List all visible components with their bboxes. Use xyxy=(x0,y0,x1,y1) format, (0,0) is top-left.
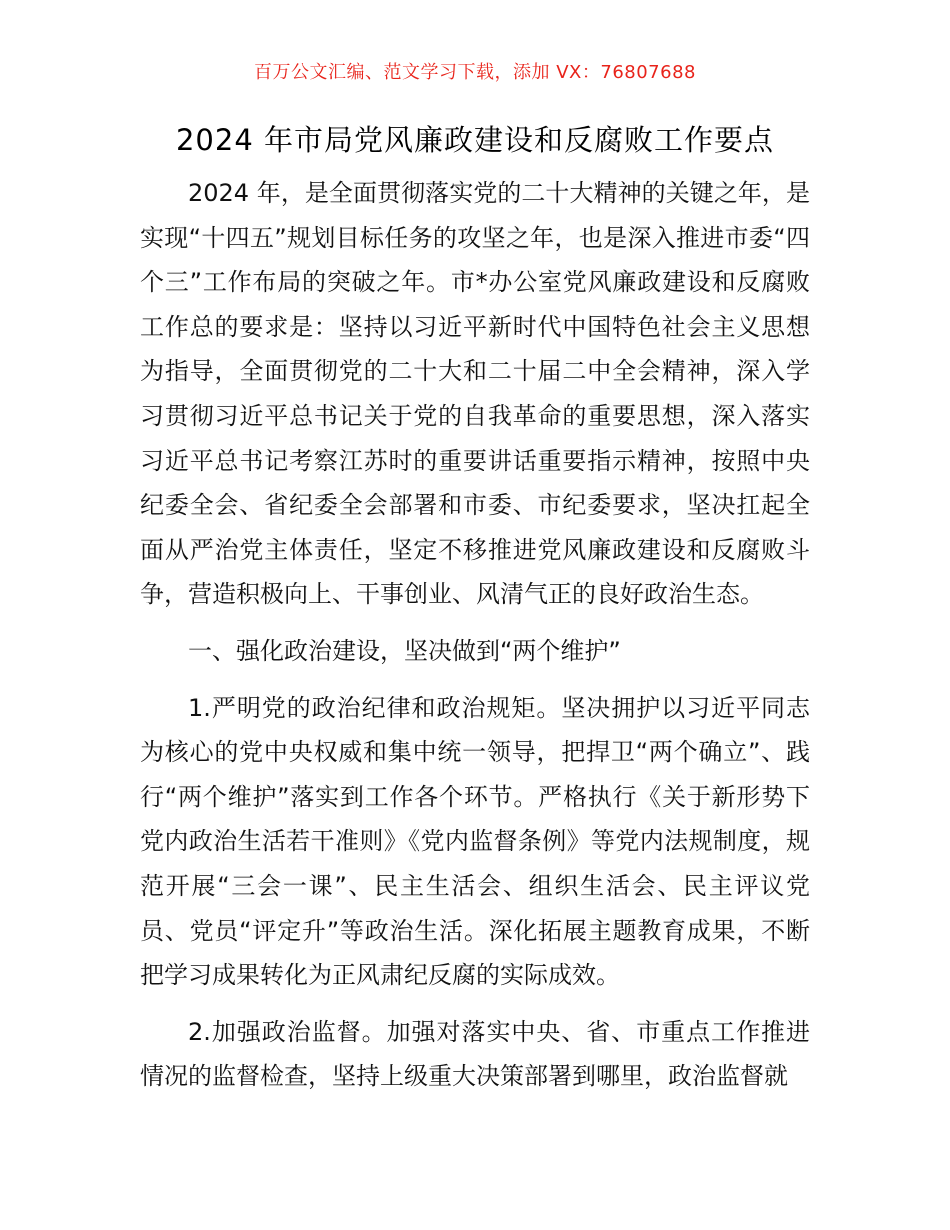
section-heading: 一、强化政治建设，坚决做到“两个维护” xyxy=(188,636,621,665)
header-note: 百万公文汇编、范文学习下载，添加 VX：76807688 xyxy=(254,62,696,83)
page-title: 2024 年市局党风廉政建设和反腐败工作要点 xyxy=(175,123,775,157)
paragraph-item-2: 2.加强政治监督。加强对落实中央、省、市重点工作推进情况的监督检查，坚持上级重大决策部署到哪里，政治监督就 xyxy=(140,1017,810,1091)
paragraph-item-1: 1.严明党的政治纪律和政治规矩。坚决拥护以习近平同志为核心的党中央权威和集中统一领导，把捍卫“两个确立”、践行“两个维护”落实到工作各个环节。严格执行《关于新形势下党内政治生活若干准则》《党内监督条例》等党内法规制度，规范开展“三会一课”、民主生活会、组织生活会、民主评议党员、党员“评定升”等政治生活。深化拓展主题教育成果，不断把学习成果转化为正风肃纪反腐的实际成效。 xyxy=(140,693,810,990)
paragraph-intro: 2024 年，是全面贯彻落实党的二十大精神的关键之年，是实现“十四五”规划目标任务的攻坚之年，也是深入推进市委“四个三”工作布局的突破之年。市*办公室党风廉政建设和反腐败工作总的要求是：坚持以习近平新时代中国特色社会主义思想为指导，全面贯彻党的二十大和二十届二中全会精神，深入学习贯彻习近平总书记关于党的自我革命的重要思想，深入落实习近平总书记考察江苏时的重要讲话重要指示精神，按照中央纪委全会、省纪委全会部署和市委、市纪委要求，坚决扛起全面从严治党主体责任，坚定不移推进党风廉政建设和反腐败斗争，营造积极向上、干事创业、风清气正的良好政治生态。 xyxy=(140,179,810,609)
document-body xyxy=(140,171,810,1099)
